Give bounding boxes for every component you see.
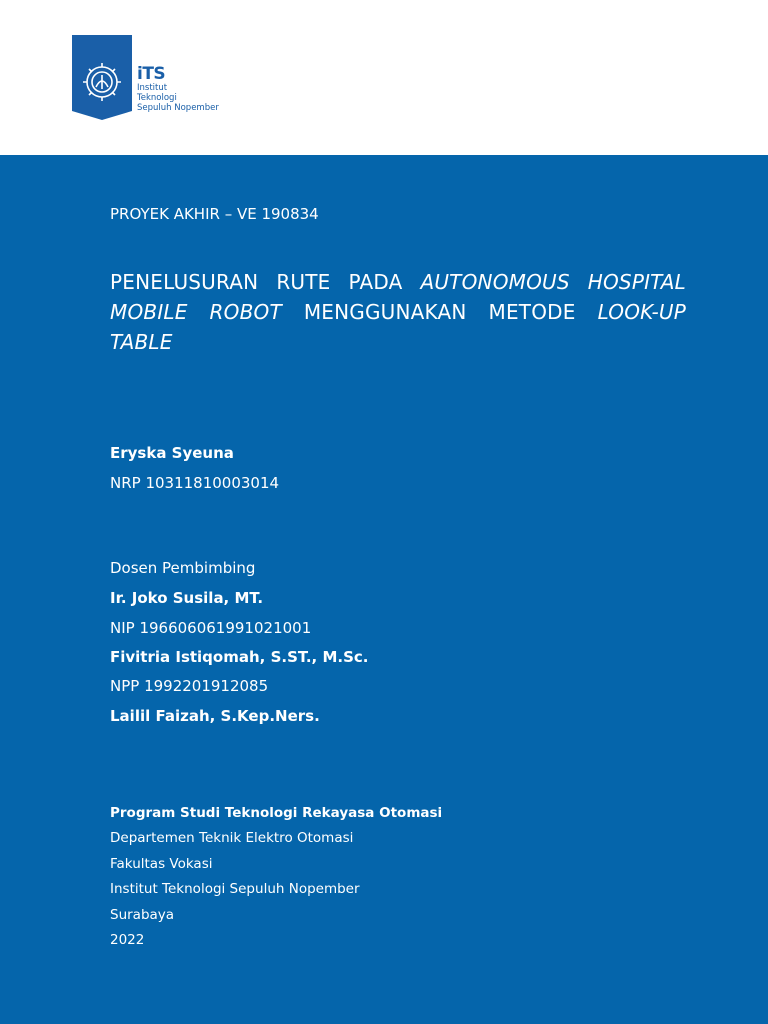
city: Surabaya [110, 907, 175, 923]
faculty: Fakultas Vokasi [110, 856, 213, 872]
cover-panel [0, 155, 768, 1024]
year: 2022 [110, 932, 145, 948]
study-program: Program Studi Teknologi Rekayasa Otomasi [110, 805, 443, 821]
advisor-name: Fivitria Istiqomah, S.ST., M.Sc. [110, 648, 369, 666]
advisor-name: Ir. Joko Susila, MT. [110, 589, 264, 607]
title-part: PENELUSURAN RUTE PADA [110, 270, 421, 294]
project-code: PROYEK AKHIR – VE 190834 [110, 205, 319, 223]
its-logo [72, 35, 232, 125]
title-part-italic: AUTONOMOUS HOSPITAL MOBILE ROBOT [110, 270, 686, 324]
logo-text [137, 65, 219, 113]
logo-line: Teknologi [137, 93, 177, 103]
advisor-name: Lailil Faizah, S.Kep.Ners. [110, 707, 320, 725]
university: Institut Teknologi Sepuluh Nopember [110, 881, 360, 897]
thesis-title [110, 267, 686, 357]
title-part: MENGGUNAKAN METODE [281, 300, 598, 324]
logo-line: Institut [137, 83, 168, 93]
department: Departemen Teknik Elektro Otomasi [110, 830, 354, 846]
header [0, 0, 768, 155]
author-name: Eryska Syeuna [110, 444, 234, 462]
advisor-id: NIP 196606061991021001 [110, 619, 312, 637]
title-part-italic: LOOK-UP TABLE [110, 300, 686, 354]
logo-abbr: iTS [137, 64, 166, 84]
logo-subtitle [137, 83, 219, 113]
its-emblem-icon [72, 35, 132, 120]
advisors-label: Dosen Pembimbing [110, 559, 256, 577]
author-nrp: NRP 10311810003014 [110, 474, 280, 492]
logo-line: Sepuluh Nopember [137, 103, 219, 113]
advisor-id: NPP 1992201912085 [110, 677, 269, 695]
